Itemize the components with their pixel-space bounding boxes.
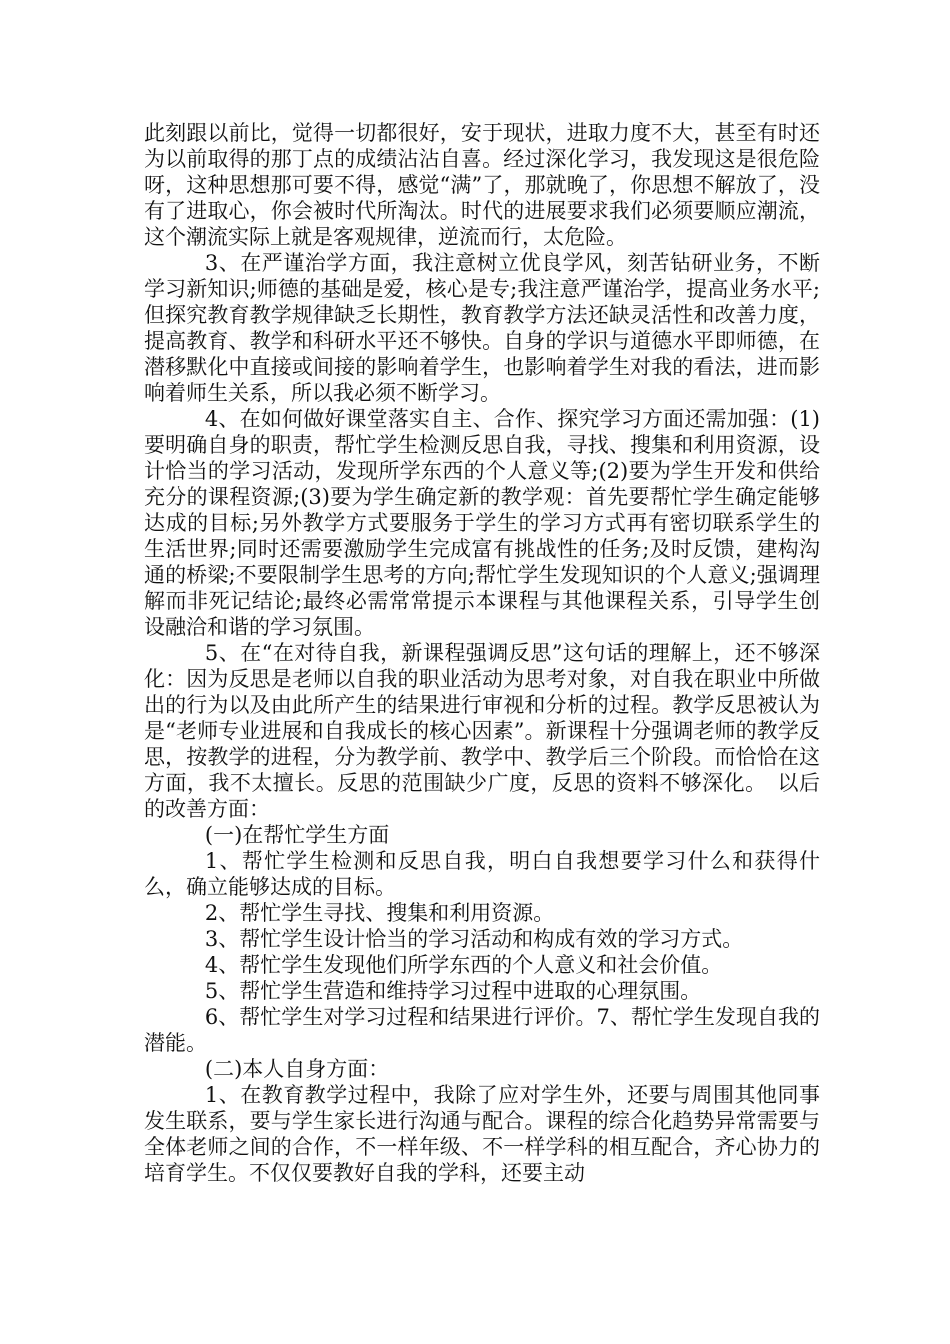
section-heading-helping-students: (一)在帮忙学生方面: [204, 823, 390, 847]
list-item-help-1: 1、帮忙学生检测和反思自我，明白自我想要学习什么和获得什么，确立能够达成的目标。: [144, 849, 820, 899]
paragraph-point-4: 4、在如何做好课堂落实自主、合作、探究学习方面还需加强：(1)要明确自身的职责，帮忙学生检测反思自我，寻找、搜集和利用资源，设计恰当的学习活动，发现所学东西的个人意义等;(2)要为学生开发和供给充分的课程资源;(3)要为学生确定新的教学观：首先要帮忙学生确定能够达成的目标;另外教学方式要服务于学生的学习方式再有密切联系学生的生活世界;同时还需要激励学生完成富有挑战性的任务;及时反馈，建构沟通的桥梁;不要限制学生思考的方向;帮忙学生发现知识的个人意义;强调理解而非死记结论;最终必需常常提示本课程与其他课程关系，引导学生创设融洽和谐的学习氛围。: [144, 407, 820, 639]
section-heading-self: (二)本人自身方面：: [204, 1057, 390, 1081]
paragraph-continuation: 此刻跟以前比，觉得一切都很好，安于现状，进取力度不大，甚至有时还为以前取得的那丁点的成绩沾沾自喜。经过深化学习，我发现这是很危险呀，这种思想那可要不得，感觉“满”了，那就晚了，你思想不解放了，没有了进取心，你会被时代所淘汰。时代的进展要求我们必须要顺应潮流，这个潮流实际上就是客观规律，逆流而行，太危险。: [144, 121, 820, 249]
list-item-help-2: 2、帮忙学生寻找、搜集和利用资源。: [204, 901, 555, 925]
list-item-help-6-7: 6、帮忙学生对学习过程和结果进行评价。7、帮忙学生发现自我的潜能。: [144, 1005, 820, 1055]
paragraph-point-3: 3、在严谨治学方面，我注意树立优良学风，刻苦钻研业务，不断学习新知识;师德的基础是爱，核心是专;我注意严谨治学，提高业务水平;但探究教育教学规律缺乏长期性，教育教学方法还缺灵活性和改善力度，提高教育、教学和科研水平还不够快。自身的学识与道德水平即师德，在潜移默化中直接或间接的影响着学生，也影响着学生对我的看法，进而影响着师生关系，所以我必须不断学习。: [144, 251, 820, 405]
list-item-self-1: 1、在教育教学过程中，我除了应对学生外，还要与周围其他同事发生联系，要与学生家长进行沟通与配合。课程的综合化趋势异常需要与全体老师之间的合作，不一样年级、不一样学科的相互配合，齐心协力的培育学生。不仅仅要教好自我的学科，还要主动: [144, 1083, 820, 1185]
paragraph-point-5: 5、在“在对待自我，新课程强调反思”这句话的理解上，还不够深化：因为反思是老师以自我的职业活动为思考对象，对自我在职业中所做出的行为以及由此所产生的结果进行审视和分析的过程。教学反思被认为是“老师专业进展和自我成长的核心因素”。新课程十分强调老师的教学反思，按教学的进程，分为教学前、教学中、教学后三个阶段。而恰恰在这方面，我不太擅长。反思的范围缺少广度，反思的资料不够深化。 以后的改善方面：: [144, 641, 820, 821]
list-item-help-5: 5、帮忙学生营造和维持学习过程中进取的心理氛围。: [204, 979, 702, 1003]
list-item-help-3: 3、帮忙学生设计恰当的学习活动和构成有效的学习方式。: [204, 927, 744, 951]
document-page: [144, 120, 820, 1186]
list-item-help-4: 4、帮忙学生发现他们所学东西的个人意义和社会价值。: [204, 953, 723, 977]
